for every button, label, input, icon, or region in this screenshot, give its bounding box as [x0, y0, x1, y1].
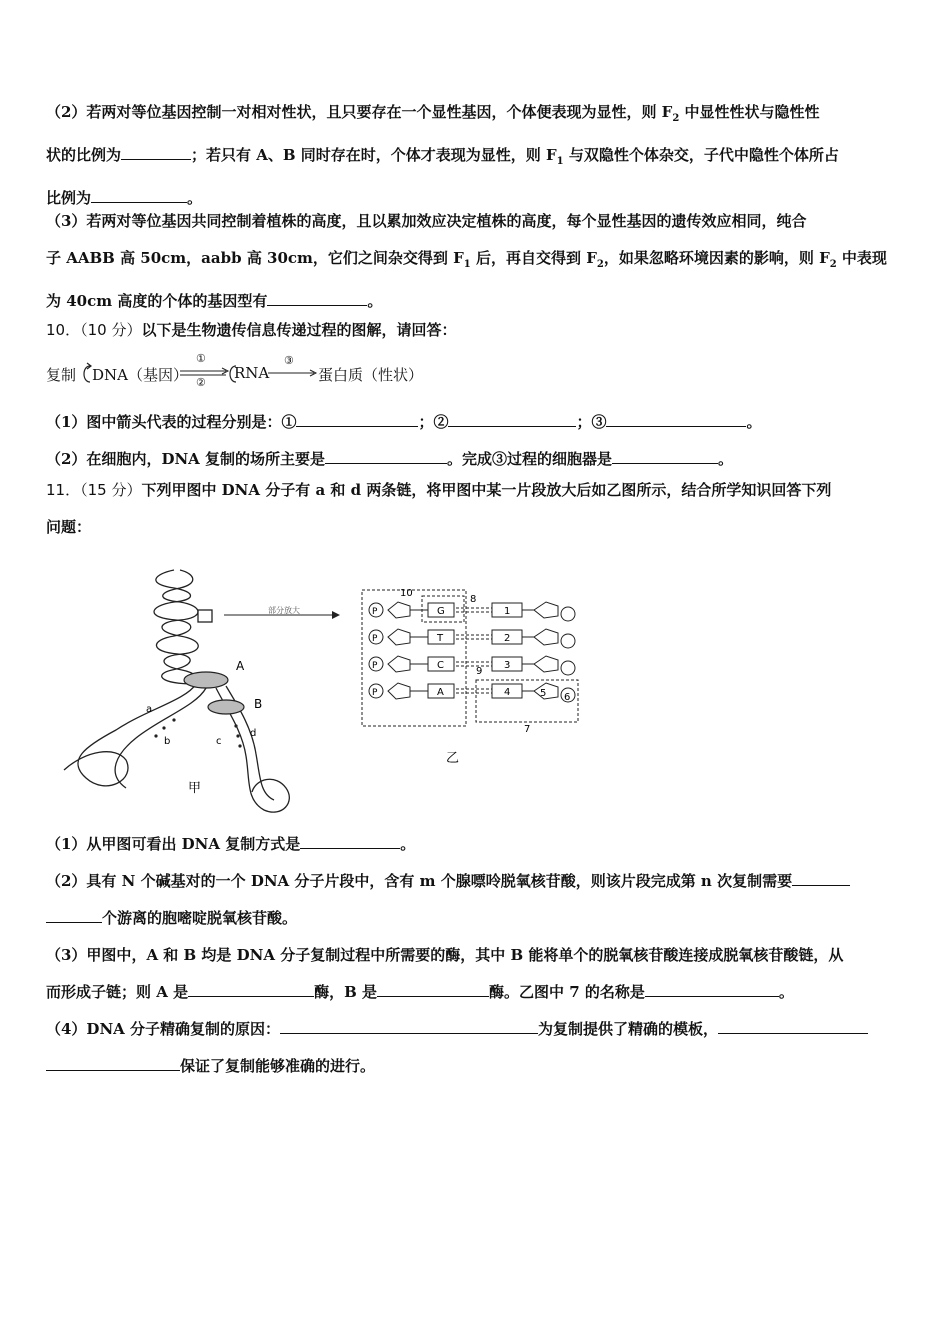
answer-blank[interactable] — [612, 449, 718, 464]
answer-blank[interactable] — [46, 908, 102, 923]
label-b: b — [164, 736, 171, 747]
answer-blank[interactable] — [606, 412, 746, 427]
pair-number: 4 — [504, 687, 511, 698]
phosphate-label: P — [372, 634, 378, 644]
question-number: 11．（15 分） — [46, 481, 142, 499]
sugar-pentagon — [534, 602, 558, 618]
label-jia: 甲 — [188, 781, 202, 796]
q11-parts — [46, 826, 908, 1085]
text: ；② — [418, 413, 449, 431]
pair-number: 1 — [504, 606, 511, 617]
label-d: d — [250, 728, 257, 739]
answer-blank[interactable] — [792, 871, 850, 886]
phosphate-label: P — [372, 688, 378, 698]
sugar-pentagon — [388, 629, 410, 645]
enzyme-A-shape — [184, 672, 228, 688]
answer-blank[interactable] — [377, 982, 489, 997]
zoom-label: 部分放大 — [268, 606, 300, 615]
q9-part2 — [46, 94, 908, 217]
label-8: 8 — [470, 594, 477, 605]
text: 酶。乙图中 7 的名称是 — [489, 983, 645, 1001]
text: 中显性性状与隐性性 — [679, 103, 820, 121]
label-6: 6 — [564, 692, 571, 703]
dna-label: DNA（基因） — [92, 366, 188, 384]
label-5: 5 — [540, 688, 547, 699]
question-text: 问题： — [46, 518, 92, 536]
enzyme-B-shape — [208, 700, 244, 714]
question-text: 下列甲图中 DNA 分子有 a 和 d 两条链，将甲图中某一片段放大后如乙图所示，结合所学知识回答下列 — [141, 481, 832, 499]
phosphate-circle — [561, 661, 575, 675]
text: （4）DNA 分子精确复制的原因： — [46, 1020, 281, 1038]
subscript: 1 — [556, 156, 564, 167]
text: （2）若两对等位基因控制一对相对性状，且只要存在一个显性基因，个体便表现为显性，则 F — [46, 103, 673, 121]
text: 中表现 — [836, 249, 887, 267]
text: 为复制提供了精确的模板， — [538, 1020, 719, 1038]
text: 。 — [718, 450, 734, 468]
q9-part3 — [46, 203, 908, 320]
base-label: G — [437, 606, 445, 617]
text: 。 — [187, 189, 203, 207]
label-10: 10 — [400, 588, 413, 599]
rna-label: RNA — [234, 364, 270, 382]
copy-label: 复制 — [46, 366, 77, 384]
subscript: 1 — [463, 259, 471, 270]
zoom-arrow-head — [332, 611, 340, 619]
text: 为 40cm 高度的个体的基因型有 — [46, 292, 268, 310]
phosphate-circle — [561, 607, 575, 621]
label-B: B — [254, 697, 263, 711]
text: 。 — [778, 983, 794, 1001]
helix-drawing — [64, 570, 289, 812]
base-label: T — [437, 633, 444, 644]
text: 比例为 — [46, 189, 92, 207]
text: 而形成子链；则 A 是 — [46, 983, 189, 1001]
text: 后，再自交得到 F — [470, 249, 597, 267]
answer-blank[interactable] — [46, 1056, 180, 1071]
base-label: C — [437, 660, 444, 671]
text: （2）在细胞内，DNA 复制的场所主要是 — [46, 450, 326, 468]
label-yi: 乙 — [446, 751, 460, 766]
arrow-3-label: ③ — [284, 354, 294, 367]
answer-blank[interactable] — [267, 291, 367, 306]
protein-label: 蛋白质（性状） — [318, 366, 424, 384]
phosphate-label: P — [372, 607, 378, 617]
figure-svg — [46, 560, 606, 820]
arrow-2-label: ② — [196, 376, 206, 389]
subscript: 2 — [829, 259, 837, 270]
q10-heading — [46, 312, 908, 349]
text: 保证了复制能够准确的进行。 — [180, 1057, 376, 1075]
text: 酶，B 是 — [314, 983, 377, 1001]
subscript: 2 — [596, 259, 604, 270]
pair-number: 3 — [504, 660, 511, 671]
text: （1）从甲图可看出 DNA 复制方式是 — [46, 835, 301, 853]
label-c: c — [216, 736, 222, 747]
text: （3）若两对等位基因共同控制着植株的高度，且以累加效应决定植株的高度，每个显性基因的遗传效应相同，纯合 — [46, 212, 807, 230]
sugar-pentagon — [534, 629, 558, 645]
label-a: a — [146, 704, 153, 715]
q10-parts — [46, 404, 908, 478]
label-9: 9 — [476, 666, 483, 677]
sugar-pentagon — [534, 656, 558, 672]
sugar-pentagon — [388, 602, 410, 618]
answer-blank[interactable] — [188, 982, 314, 997]
phosphate-label: P — [372, 661, 378, 671]
answer-blank[interactable] — [121, 145, 191, 160]
central-dogma-diagram — [46, 352, 466, 392]
answer-blank[interactable] — [645, 982, 779, 997]
text: 。 — [367, 292, 383, 310]
text: 。 — [746, 413, 762, 431]
subscript: 2 — [672, 113, 680, 124]
answer-blank[interactable] — [325, 449, 447, 464]
q11-heading — [46, 472, 908, 546]
text: 。完成③过程的细胞器是 — [447, 450, 613, 468]
base-label: A — [437, 687, 444, 698]
phosphate-circle — [561, 634, 575, 648]
text: ，如果忽略环境因素的影响，则 F — [603, 249, 830, 267]
answer-blank[interactable] — [91, 188, 187, 203]
answer-blank[interactable] — [300, 834, 400, 849]
answer-blank[interactable] — [280, 1019, 538, 1034]
arrow-1-label: ① — [196, 352, 206, 365]
text: ；③ — [576, 413, 607, 431]
text: 状的比例为 — [46, 146, 122, 164]
label-7: 7 — [524, 724, 531, 735]
text: 子 AABB 高 50cm，aabb 高 30cm，它们之间杂交得到 F — [46, 249, 464, 267]
answer-blank[interactable] — [296, 412, 418, 427]
text: 。 — [400, 835, 416, 853]
sugar-pentagon — [388, 656, 410, 672]
text: （2）具有 N 个碱基对的一个 DNA 分子片段中，含有 m 个腺嘌呤脱氧核苷酸，则该片段完成第 n 次复制需要 — [46, 872, 793, 890]
question-text: 以下是生物遗传信息传递过程的图解，请回答： — [141, 321, 457, 339]
text: （1）图中箭头代表的过程分别是：① — [46, 413, 297, 431]
answer-blank[interactable] — [448, 412, 576, 427]
text: 与双隐性个体杂交，子代中隐性个体所占 — [563, 146, 839, 164]
diagram-yi — [362, 588, 578, 766]
pair-number: 2 — [504, 633, 511, 644]
dna-replication-figure — [46, 560, 606, 820]
sugar-pentagon — [388, 683, 410, 699]
answer-blank[interactable] — [718, 1019, 868, 1034]
label-A: A — [236, 659, 245, 673]
text: （3）甲图中，A 和 B 均是 DNA 分子复制过程中所需要的酶，其中 B 能将单个的脱氧核苷酸连接成脱氧核苷酸链，从 — [46, 946, 844, 964]
text: ；若只有 A、B 同时存在时，个体才表现为显性，则 F — [191, 146, 557, 164]
question-number: 10．（10 分） — [46, 321, 142, 339]
text: 个游离的胞嘧啶脱氧核苷酸。 — [102, 909, 298, 927]
